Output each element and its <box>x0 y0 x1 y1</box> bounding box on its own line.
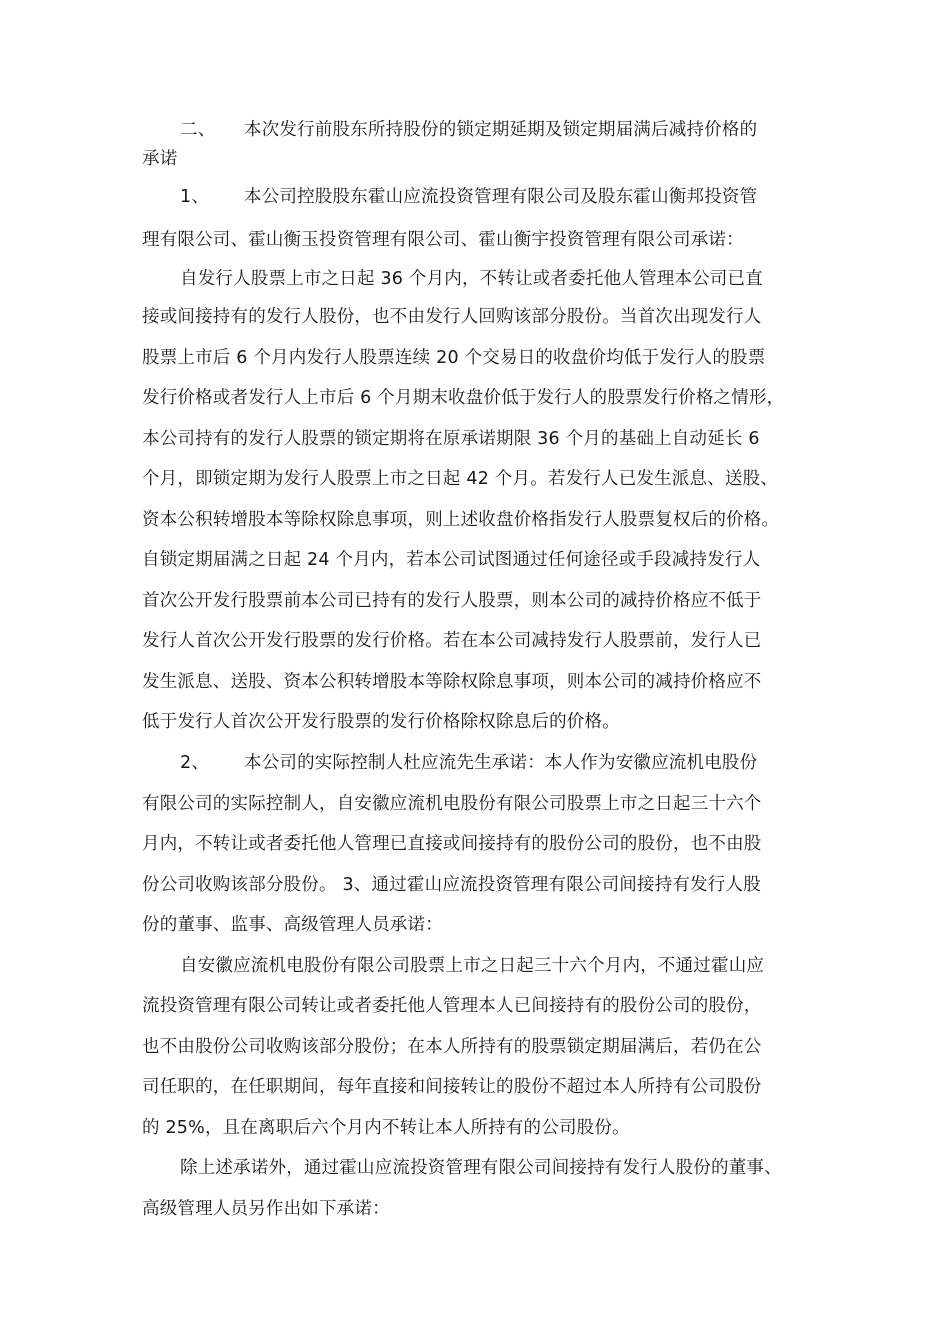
paragraph-line: 资本公积转增股本等除权除息事项，则上述收盘价格指发行人股票复权后的价格。 <box>142 510 780 530</box>
paragraph-line: 首次公开发行股票前本公司已持有的发行人股票，则本公司的减持价格应不低于 <box>142 591 762 611</box>
paragraph-line: 低于发行人首次公开发行股票的发行价格除权除息后的价格。 <box>142 712 620 732</box>
paragraph-line: 自锁定期届满之日起 24 个月内，若本公司试图通过任何途径或手段减持发行人 <box>142 550 761 570</box>
paragraph-line: 发生派息、送股、资本公积转增股本等除权除息事项，则本公司的减持价格应不 <box>142 672 762 692</box>
item-2-line: 份的董事、监事、高级管理人员承诺： <box>142 915 443 935</box>
paragraph-line: 发行价格或者发行人上市后 6 个月期末收盘价低于发行人的股票发行价格之情形， <box>142 388 785 408</box>
paragraph-line: 高级管理人员另作出如下承诺： <box>142 1199 390 1219</box>
paragraph-line: 接或间接持有的发行人股份，也不由发行人回购该部分股份。当首次出现发行人 <box>142 307 762 327</box>
item-1-line: 理有限公司、霍山衡玉投资管理有限公司、霍山衡宇投资管理有限公司承诺： <box>142 230 744 250</box>
item-1-line: 本公司控股股东霍山应流投资管理有限公司及股东霍山衡邦投资管 <box>244 187 758 207</box>
section-number: 二、 <box>180 120 216 140</box>
paragraph-line: 流投资管理有限公司转让或者委托他人管理本人已间接持有的股份公司的股份， <box>142 996 762 1016</box>
paragraph-line: 本公司持有的发行人股票的锁定期将在原承诺期限 36 个月的基础上自动延长 6 <box>142 429 760 449</box>
paragraph-line: 自安徽应流机电股份有限公司股票上市之日起三十六个月内，不通过霍山应 <box>180 956 765 976</box>
paragraph-line: 个月，即锁定期为发行人股票上市之日起 42 个月。若发行人已发生派息、送股、 <box>142 469 778 489</box>
paragraph-line: 自发行人股票上市之日起 36 个月内，不转让或者委托他人管理本公司已直 <box>180 269 763 289</box>
item-2-line: 有限公司的实际控制人，自安徽应流机电股份有限公司股票上市之日起三十六个 <box>142 794 762 814</box>
section-title-line-2: 承诺 <box>142 149 178 169</box>
paragraph-line: 发行人首次公开发行股票的发行价格。若在本公司减持发行人股票前，发行人已 <box>142 631 762 651</box>
item-1-number: 1、 <box>180 187 210 207</box>
item-2-line: 月内，不转让或者委托他人管理已直接或间接持有的股份公司的股份，也不由股 <box>142 834 762 854</box>
section-title-line-1: 本次发行前股东所持股份的锁定期延期及锁定期届满后减持价格的 <box>244 120 758 140</box>
paragraph-line: 也不由股份公司收购该部分股份；在本人所持有的股票锁定期届满后，若仍在公 <box>142 1037 762 1057</box>
item-2-line: 本公司的实际控制人杜应流先生承诺：本人作为安徽应流机电股份 <box>244 753 758 773</box>
paragraph-line: 司任职的，在任职期间，每年直接和间接转让的股份不超过本人所持有公司股份 <box>142 1077 762 1097</box>
item-2-line: 份公司收购该部分股份。 3、通过霍山应流投资管理有限公司间接持有发行人股 <box>142 875 761 895</box>
paragraph-line: 除上述承诺外，通过霍山应流投资管理有限公司间接持有发行人股份的董事、 <box>180 1158 782 1178</box>
paragraph-line: 的 25%，且在离职后六个月内不转让本人所持有的公司股份。 <box>142 1118 630 1138</box>
paragraph-line: 股票上市后 6 个月内发行人股票连续 20 个交易日的收盘价均低于发行人的股票 <box>142 348 766 368</box>
item-2-number: 2、 <box>180 753 210 773</box>
